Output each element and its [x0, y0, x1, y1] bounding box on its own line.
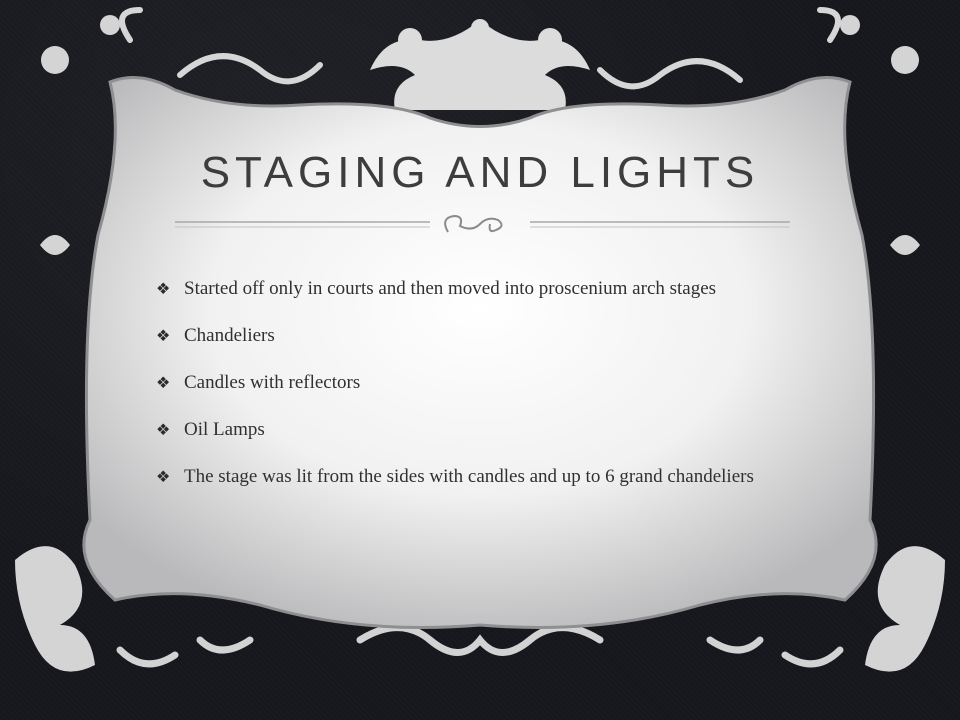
bullet-item [156, 360, 816, 407]
top-center-crest [370, 19, 590, 110]
bullet-item [156, 454, 816, 501]
bullet-text: Chandeliers [184, 325, 275, 346]
diamond-bullet-icon: ❖ [156, 281, 171, 298]
bullet-text: Started off only in courts and then moved into proscenium arch stages [184, 278, 717, 299]
diamond-bullet-icon: ❖ [156, 469, 171, 486]
bullet-text: Oil Lamps [184, 419, 265, 440]
bullet-item [156, 407, 816, 454]
diamond-bullet-icon: ❖ [156, 328, 171, 345]
bottom-ornament [120, 628, 840, 664]
bullet-item [156, 313, 816, 360]
diamond-bullet-icon: ❖ [156, 422, 171, 439]
bullet-text: Candles with reflectors [184, 372, 361, 393]
bullet-text: The stage was lit from the sides with candles and up to 6 grand chandeliers [184, 466, 754, 487]
bullet-item [156, 266, 816, 313]
slide-title: STAGING AND LIGHTS [200, 148, 760, 197]
bullet-list [156, 266, 816, 501]
diamond-bullet-icon: ❖ [156, 375, 171, 392]
